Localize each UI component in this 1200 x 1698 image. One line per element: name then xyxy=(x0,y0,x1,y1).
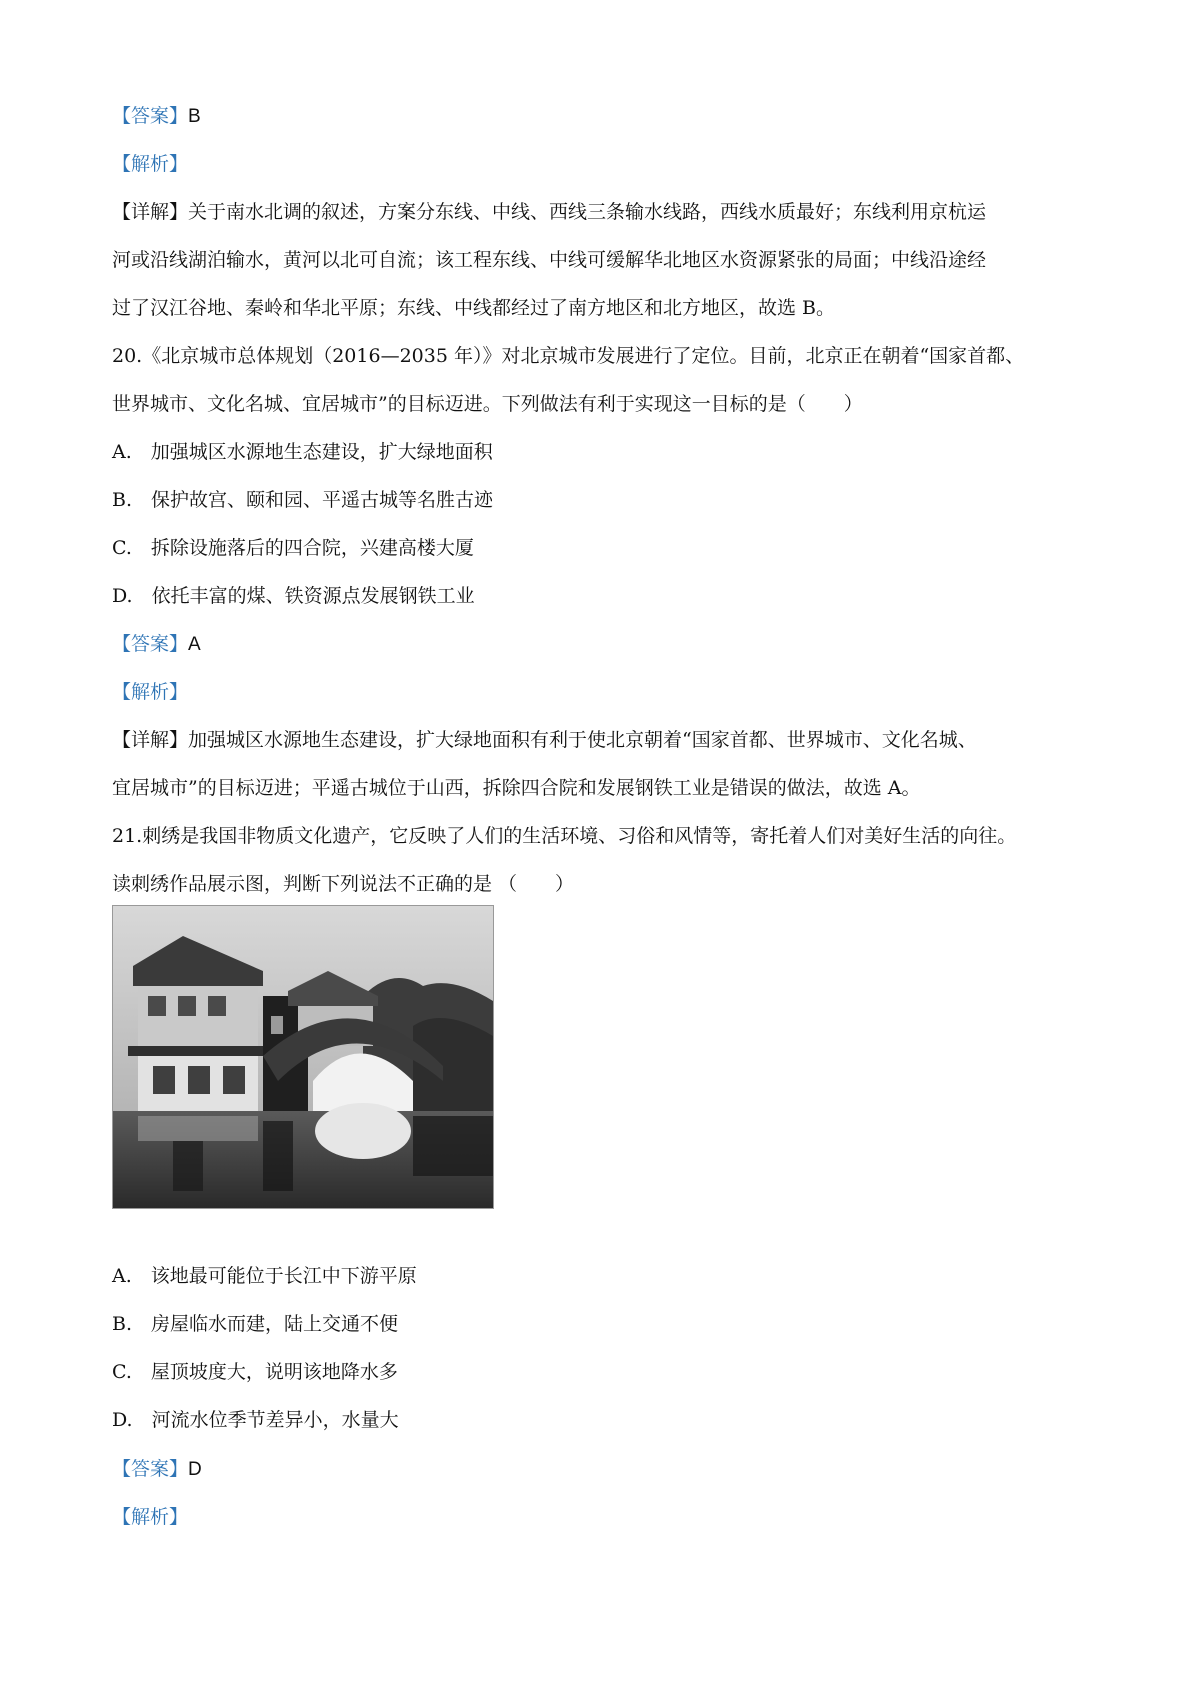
detail-text: 关于南水北调的叙述，方案分东线、中线、西线三条输水线路，西线水质最好；东线利用京杭运 xyxy=(188,201,987,223)
q20-analysis xyxy=(112,679,1102,705)
answer-value: A xyxy=(188,634,201,655)
detail-label: 【详解】 xyxy=(112,201,189,223)
q20-detail-line-1 xyxy=(112,727,1102,753)
analysis-label: 【解析】 xyxy=(112,153,189,175)
q19-detail-line-2: 河或沿线湖泊输水，黄河以北可自流；该工程东线、中线可缓解华北地区水资源紧张的局面；中线沿途经 xyxy=(112,249,987,271)
detail-label: 【详解】 xyxy=(112,729,189,751)
q21-stem-line-2: 读刺绣作品展示图，判断下列说法不正确的是 （ ） xyxy=(112,873,575,895)
q20-option-c: C. 拆除设施落后的四合院，兴建高楼大厦 xyxy=(112,537,474,559)
q20-answer xyxy=(112,631,1102,658)
q19-detail-line-1 xyxy=(112,199,1102,225)
embroidery-artwork-image xyxy=(112,905,494,1209)
q20-option-a: A. 加强城区水源地生态建设，扩大绿地面积 xyxy=(112,441,493,463)
q21-option-c: C. 屋顶坡度大，说明该地降水多 xyxy=(112,1361,398,1383)
q20-stem-line-1: 20.《北京城市总体规划（2016—2035 年）》对北京城市发展进行了定位。目前，北京正在朝着“国家首都、 xyxy=(112,345,1025,367)
q21-option-a: A. 该地最可能位于长江中下游平原 xyxy=(112,1265,417,1287)
answer-label: 【答案】 xyxy=(112,633,189,655)
q21-stem-line-1: 21.刺绣是我国非物质文化遗产，它反映了人们的生活环境、习俗和风情等，寄托着人们对美好生活的向往。 xyxy=(112,825,1017,847)
q20-option-b: B. 保护故宫、颐和园、平遥古城等名胜古迹 xyxy=(112,489,494,511)
answer-value: B xyxy=(188,106,201,127)
q19-detail-line-3: 过了汉江谷地、秦岭和华北平原；东线、中线都经过了南方地区和北方地区，故选 B。 xyxy=(112,297,836,319)
q19-answer xyxy=(112,103,1102,130)
answer-label: 【答案】 xyxy=(112,105,189,127)
analysis-label: 【解析】 xyxy=(112,1506,189,1528)
q21-analysis xyxy=(112,1504,1102,1530)
q21-option-d: D. 河流水位季节差异小，水量大 xyxy=(112,1409,399,1431)
q20-option-d: D. 依托丰富的煤、铁资源点发展钢铁工业 xyxy=(112,585,475,607)
q20-detail-line-2: 宜居城市”的目标迈进；平遥古城位于山西，拆除四合院和发展钢铁工业是错误的做法，故选 A。 xyxy=(112,777,921,799)
answer-value: D xyxy=(188,1459,202,1480)
q21-option-b: B. 房屋临水而建，陆上交通不便 xyxy=(112,1313,399,1335)
q21-answer xyxy=(112,1456,1102,1483)
analysis-label: 【解析】 xyxy=(112,681,189,703)
answer-label: 【答案】 xyxy=(112,1458,189,1480)
q19-analysis xyxy=(112,151,1102,177)
q20-stem-line-2: 世界城市、文化名城、宜居城市”的目标迈进。下列做法有利于实现这一目标的是（ ） xyxy=(112,393,863,415)
detail-text: 加强城区水源地生态建设，扩大绿地面积有利于使北京朝着“国家首都、世界城市、文化名城、 xyxy=(188,729,977,751)
